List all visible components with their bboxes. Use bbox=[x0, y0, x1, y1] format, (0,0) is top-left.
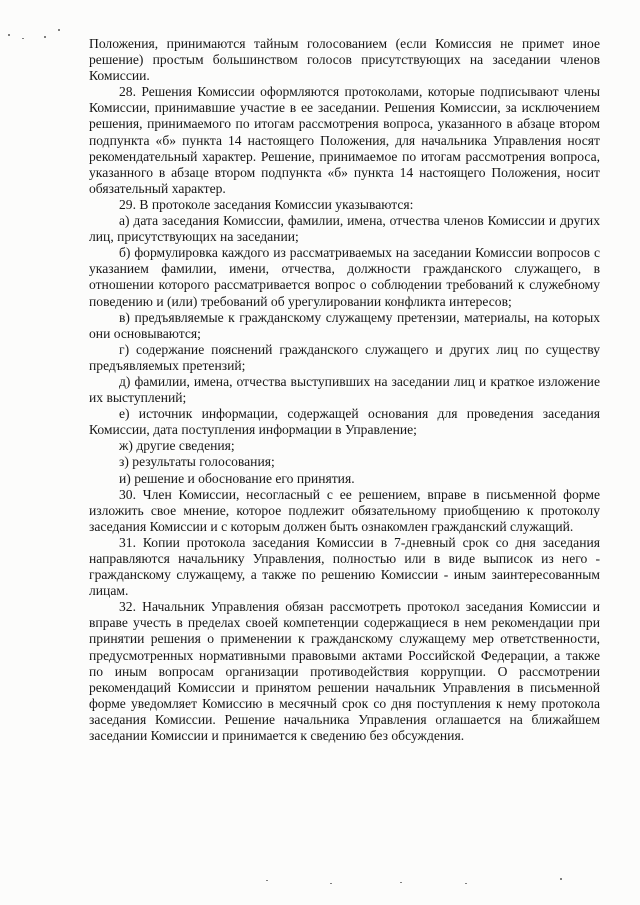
scan-speck bbox=[465, 883, 467, 884]
scan-speck bbox=[8, 34, 10, 36]
list-item-d: д) фамилии, имена, отчества выступивших на заседании лиц и краткое изложение их выступлений; bbox=[89, 373, 600, 406]
list-item-zh: ж) другие сведения; bbox=[119, 438, 235, 454]
paragraph-32: 32. Начальник Управления обязан рассмотреть протокол заседания Комиссии и вправе учесть в пределах своей компетенции содержащиеся в нем рекомендации при принятии решения о применении к гражданскому служащему мер ответственности, предусмотренных нормативными правовыми актами Российской Федерации, а также по иным вопросам организации противодействия коррупции. О рассмотрении рекомендаций Комиссии и принятом решении начальник Управления в письменной форме уведомляет Комиссию в месячный срок со дня поступления к нему протокола заседания Комиссии. Решение начальника Управления оглашается на ближайшем заседании Комиссии и принимается к сведению без обсуждения. bbox=[89, 599, 600, 744]
list-item-i: и) решение и обоснование его принятия. bbox=[119, 470, 355, 486]
list-item-v: в) предъявляемые к гражданскому служащему претензии, материалы, на которых они основываются; bbox=[89, 309, 600, 341]
list-item-g: г) содержание пояснений гражданского служащего и других лиц по существу предъявляемых претензий; bbox=[89, 341, 600, 373]
paragraph-31: 31. Копии протокола заседания Комиссии в 7-дневный срок со дня заседания направляются начальнику Управления, полностью или в виде выписок из него - гражданскому служащему, а также по решению Комиссии - иным заинтересованным лицам. bbox=[89, 534, 600, 599]
scan-speck bbox=[400, 882, 402, 883]
list-item-a: а) дата заседания Комиссии, фамилии, имена, отчества членов Комиссии и других лиц, присутствующих на заседании; bbox=[89, 213, 600, 245]
scan-speck bbox=[266, 880, 268, 881]
scan-speck bbox=[58, 29, 60, 31]
scan-speck bbox=[22, 38, 24, 39]
list-item-b: б) формулировка каждого из рассматриваемых на заседании Комиссии вопросов с указанием фамилии, имени, отчества, должности гражданского служащего, в отношении которого рассматривается вопрос о соблюдении требований к служебному поведению и (или) требований об урегулировании конфликта интересов; bbox=[89, 245, 600, 309]
paragraph-continuation: Положения, принимаются тайным голосованием (если Комиссия не примет иное решение) простым большинством голосов присутствующих на заседании членов Комиссии. bbox=[89, 36, 600, 84]
list-item-z: з) результаты голосования; bbox=[119, 454, 275, 470]
document-body bbox=[89, 36, 600, 744]
list-item-e: е) источник информации, содержащей основания для проведения заседания Комиссии, дата поступления информации в Управление; bbox=[89, 406, 600, 438]
paragraph-29: 29. В протоколе заседания Комиссии указываются: bbox=[119, 196, 414, 212]
paragraph-30: 30. Член Комиссии, несогласный с ее решением, вправе в письменной форме изложить свое мнение, которое подлежит обязательному приобщению к протоколу заседания Комиссии и с которым должен быть ознакомлен гражданский служащий. bbox=[89, 486, 600, 534]
scan-speck bbox=[44, 36, 46, 38]
paragraph-28: 28. Решения Комиссии оформляются протоколами, которые подписывают члены Комиссии, принимавшие участие в ее заседании. Решения Комиссии, за исключением решения, принимаемого по итогам рассмотрения вопроса, указанного в абзаце втором подпункта «б» пункта 14 настоящего Положения, для начальника Управления носят рекомендательный характер. Решение, принимаемое по итогам рассмотрения вопроса, указанного в абзаце втором подпункта «б» пункта 14 настоящего Положения, носит обязательный характер. bbox=[89, 84, 600, 196]
scan-speck bbox=[560, 878, 562, 880]
scan-speck bbox=[330, 883, 332, 884]
